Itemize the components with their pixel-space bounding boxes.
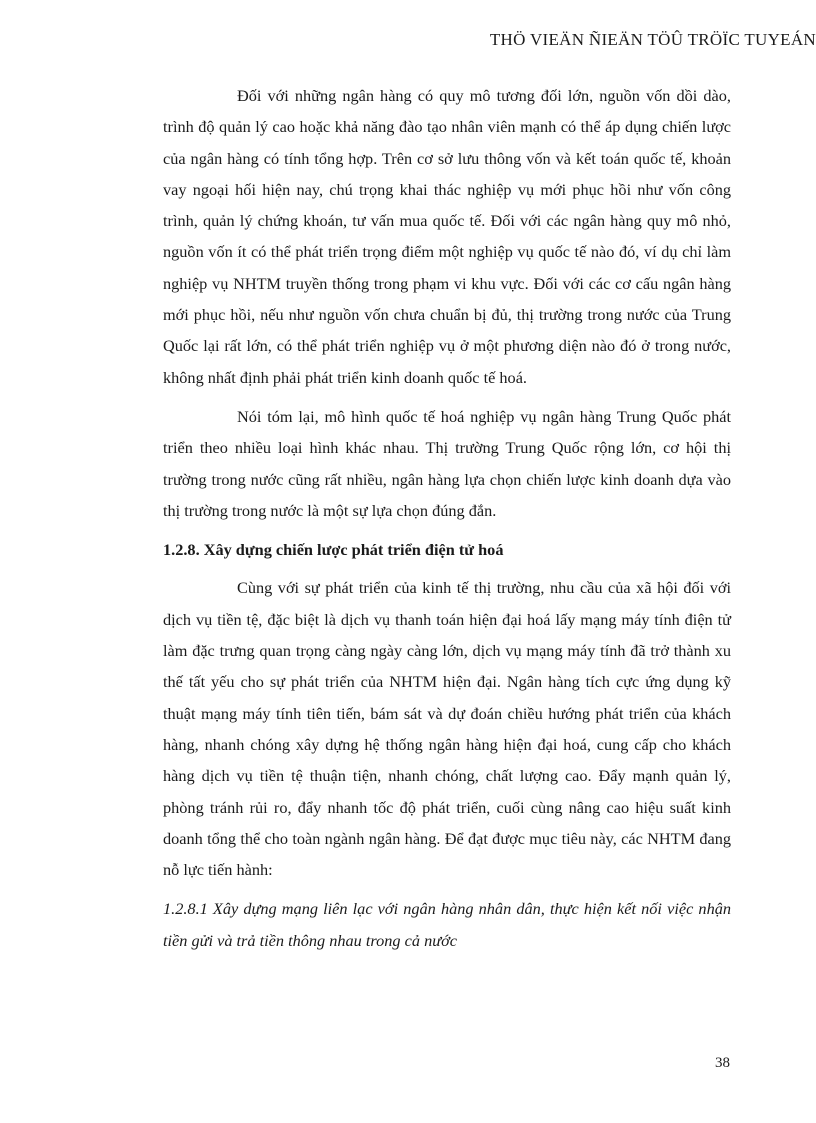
paragraph-2: Nói tóm lại, mô hình quốc tế hoá nghiệp vụ ngân hàng Trung Quốc phát triển theo nhiều loại hình khác nhau. Thị trường Trung Quốc rộng lớn, cơ hội thị trường trong nước cũng rất nhiều, ngân hàng lựa chọn chiến lược kinh doanh dựa vào thị trường trong nước là một sự lựa chọn đúng đắn.	[163, 406, 731, 520]
running-header: THÖ VIEÄN ÑIEÄN TÖÛ TRÖÏC TUYEÁN	[489, 30, 816, 49]
page-number: 38	[715, 1055, 730, 1071]
section-heading: 1.2.8. Xây dựng chiến lược phát triển điện tử hoá	[163, 540, 504, 560]
paragraph-3: Cùng với sự phát triển của kinh tế thị trường, nhu cầu của xã hội đối với dịch vụ tiền tệ, đặc biệt là dịch vụ thanh toán hiện đại hoá lấy mạng máy tính điện tử làm đặc trưng quan trọng càng ngày càng lớn, dịch vụ mạng máy tính đã trở thành xu thế tất yếu cho sự phát triển của NHTM hiện đại. Ngân hàng tích cực ứng dụng kỹ thuật mạng máy tính tiên tiến, bám sát và dự đoán chiều hướng phát triển của khách hàng, nhanh chóng xây dựng hệ thống ngân hàng hiện đại hoá, cung cấp cho khách hàng dịch vụ tiền tệ thuận tiện, nhanh chóng, chất lượng cao. Đẩy mạnh quản lý, phòng tránh rủi ro, đẩy nhanh tốc độ phát triển, cuối cùng nâng cao hiệu suất kinh doanh tổng thể cho toàn ngành ngân hàng. Để đạt được mục tiêu này, các NHTM đang nỗ lực tiến hành:	[163, 578, 731, 880]
paragraph-1: Đối với những ngân hàng có quy mô tương đối lớn, nguồn vốn dồi dào, trình độ quản lý cao hoặc khả năng đào tạo nhân viên mạnh có thể áp dụng chiến lược của ngân hàng có tính tổng hợp. Trên cơ sở lưu thông vốn và kết toán quốc tế, khoản vay ngoại hối hiện nay, chú trọng khai thác nghiệp vụ mới phục hồi như vốn công trình, quản lý chứng khoán, tư vấn mua quốc tế. Đối với các ngân hàng quy mô nhỏ, nguồn vốn ít có thể phát triển trọng điểm một nghiệp vụ quốc tế nào đó, ví dụ chỉ làm nghiệp vụ NHTM truyền thống trong phạm vi khu vực. Đối với các cơ cấu ngân hàng mới phục hồi, nếu như nguồn vốn chưa chuẩn bị đủ, thị trường trong nước của Trung Quốc lại rất lớn, có thể phát triển nghiệp vụ ở một phương diện nào đó ở trong nước, không nhất định phải phát triển kinh doanh quốc tế hoá.	[163, 86, 731, 387]
body-text	[163, 80, 731, 956]
subsection-heading: 1.2.8.1 Xây dựng mạng liên lạc với ngân hàng nhân dân, thực hiện kết nối việc nhận tiền gửi và trả tiền thông nhau trong cả nước	[163, 899, 731, 950]
